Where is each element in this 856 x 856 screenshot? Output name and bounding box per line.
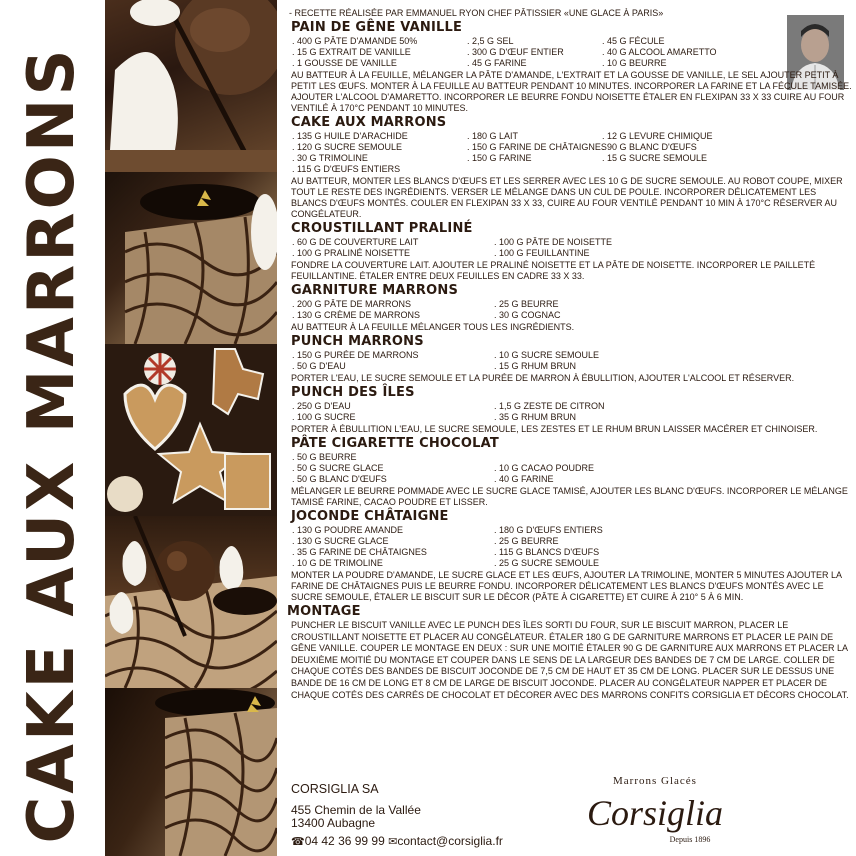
- instructions: AU BATTEUR, MONTER LES BLANCS D'ŒUFS ET LES SERRER AVEC LES 10 G DE SUCRE SEMOULE. AU ROBOT COUPE, MIXER TOUT LE RESTE DES INGRÉDIENTS. VERSER LE MÉLANGE DANS UN CUL DE POULE. INCORPORER DÉLICATEMENT LES BLANCS D'ŒUFS MONTÉS. COULER EN FLEXIPAN 33 X 33, CUIRE AU FOUR VENTILÉ PENDANT 10 MIN À 170°C RÉSERVER AU CONGÉLATEUR.: [291, 176, 843, 219]
- company-email[interactable]: contact@corsiglia.fr: [397, 834, 503, 848]
- company-name: CORSIGLIA SA: [291, 782, 379, 796]
- ingredient-list: [292, 350, 853, 372]
- ingredient: . 150 G FARINE DE CHÂTAIGNES: [467, 142, 607, 152]
- photo-strip: [105, 0, 277, 856]
- ingredient-list: [292, 299, 853, 321]
- ingredient: . 300 G D'ŒUF ENTIER: [467, 47, 564, 57]
- section-title: PUNCH DES ÎLES: [291, 385, 415, 400]
- ingredient: . 100 G PRALINÉ NOISETTE: [292, 248, 411, 258]
- ingredient: . 180 G D'ŒUFS ENTIERS: [494, 525, 603, 535]
- ingredient: . 400 G PÂTE D'AMANDE 50%: [292, 36, 418, 46]
- ingredient: . 15 G SUCRE SEMOULE: [602, 153, 708, 163]
- ingredient: . 10 G SUCRE SEMOULE: [494, 350, 600, 360]
- ingredient: . 10 G CACAO POUDRE: [494, 463, 595, 473]
- instructions: AU BATTEUR À LA FEUILLE, MÉLANGER LA PÂTE D'AMANDE, L'EXTRAIT ET LA GOUSSE DE VANILLE, LE SEL AJOUTER PETIT À PETIT LES ŒUFS. MONTER À LA FEUILLE AU BATTEUR PENDANT 10 MINUTES. INCORPORER LA FARINE ET LA FÉCULE TAMISÉE. AJOUTER L'ALCOOL D'AMARETTO. INCORPORER LE BEURRE FONDU NOISETTE ÉTALER EN FLEXIPAN 33 X 33 CUIRE AU FOUR VENTILÉ À 170°C PENDANT 10 MINUTES.: [291, 70, 852, 113]
- brand-tagline: Marrons Glacés: [613, 775, 697, 787]
- ingredient-list: [292, 525, 853, 569]
- section-title: PAIN DE GÊNE VANILLE: [291, 20, 463, 35]
- ingredient-list: [292, 131, 853, 175]
- ingredient: . 50 G BEURRE: [292, 452, 357, 462]
- company-contact: [291, 834, 503, 848]
- ingredient: . 100 G SUCRE: [292, 412, 356, 422]
- ingredient: . 50 G D'EAU: [292, 361, 346, 371]
- brand-logo: [575, 775, 735, 844]
- ingredient: . 15 G EXTRAIT DE VANILLE: [292, 47, 411, 57]
- ingredient: . 35 G RHUM BRUN: [494, 412, 577, 422]
- recipe-section: [287, 509, 853, 603]
- phone-icon: ☎: [291, 836, 305, 848]
- recipe-section: [287, 20, 853, 114]
- recipe-section: [287, 221, 853, 282]
- ingredient: . 40 G ALCOOL AMARETTO: [602, 47, 717, 57]
- ingredient: . 1 GOUSSE DE VANILLE: [292, 58, 397, 68]
- instructions: MÉLANGER LE BEURRE POMMADE AVEC LE SUCRE GLACE TAMISÉ, AJOUTER LES BLANC D'ŒUFS. INCORPORER LE MÉLANGE TAMISÉ FARINE, CACAO POUDRE ET LISSER.: [291, 486, 848, 507]
- ingredient: . 30 G TRIMOLINE: [292, 153, 368, 163]
- ingredient: . 200 G PÂTE DE MARRONS: [292, 299, 412, 309]
- brand-wordmark: Corsiglia: [586, 793, 724, 833]
- ingredient: . 50 G BLANC D'ŒUFS: [292, 474, 387, 484]
- ingredient: . 25 G BEURRE: [494, 536, 559, 546]
- recipe-section: [287, 283, 853, 333]
- ingredient-list: [292, 237, 853, 259]
- photo-christmas-cookies: [105, 344, 277, 516]
- montage-section: [287, 604, 853, 701]
- ingredient-list: [292, 36, 853, 69]
- ingredient: [494, 452, 694, 463]
- company-city: 13400 Aubagne: [291, 816, 376, 830]
- montage-instructions: PUNCHER LE BISCUIT VANILLE AVEC LE PUNCH DES ÎLES SORTI DU FOUR, SUR LE BISCUIT MARRON, PLACER LE CROUSTILLANT NOISETTE ET PLACER AU CONGÉLATEUR. ÉTALER 180 G DE GARNITURE MARRONS ET PLACER LE PAIN DE GÊNE VANILLE. COUPER LE MONTAGE EN DEUX : SUR UNE MOITIÉ ÉTALER 90 G DE GARNITURE AUX MARRONS ET PLACER LA DEUXIÈME MOITIÉ DU MONTAGE ET COUPER DANS LE SENS DE LA LARGEUR DES BANDES DE 7 CM DE LARGE. COLLER DE CHAQUE COTÉS DES BANDES DE BISCUIT JOCONDE DE 7,5 CM DE HAUT ET 35 CM DE LONG. PLACER SUR LE DESSUS UNE BANDE DE 16 CM DE LONG ET 8 CM DE LARGE DE BISCUIT JOCONDE. PLACER AU CONGÉLATEUR NAPPER ET PLACER DE CHAQUE COTÉS DES CARRÉS DE CHOCOLAT ET DÉCORER AVEC DES MARRONS CONFITS CORSIGLIA ET DÉCORS CHOCOLAT.: [291, 620, 849, 700]
- company-address: [291, 782, 503, 848]
- section-title: GARNITURE MARRONS: [291, 283, 459, 298]
- recipe-credit: - RECETTE RÉALISÉE PAR EMMANUEL RYON CHEF PÂTISSIER «UNE GLACE À PARIS»: [289, 8, 664, 18]
- ingredient: . 45 G FARINE: [467, 58, 527, 68]
- side-title: CAKE AUX MARRONS: [15, 46, 89, 844]
- ingredient: . 12 G LEVURE CHIMIQUE: [602, 131, 713, 141]
- ingredient: . 115 G BLANCS D'ŒUFS: [494, 547, 600, 557]
- ingredient: . 180 G LAIT: [467, 131, 519, 141]
- company-phone[interactable]: 04 42 36 99 99: [304, 834, 385, 848]
- ingredient-list: [292, 452, 853, 485]
- recipe-column: [287, 8, 853, 701]
- ingredient: . 60 G DE COUVERTURE LAIT: [292, 237, 419, 247]
- ingredient: . 40 G FARINE: [494, 474, 554, 484]
- ingredient: . 150 G FARINE: [467, 153, 532, 163]
- ingredient: . 150 G PURÉE DE MARRONS: [292, 350, 419, 360]
- ingredient: . 50 G SUCRE GLACE: [292, 463, 384, 473]
- company-street: 455 Chemin de la Vallée: [291, 803, 421, 817]
- photo-cake-slice: [105, 688, 277, 856]
- ingredient: . 15 G RHUM BRUN: [494, 361, 577, 371]
- section-title: CROUSTILLANT PRALINÉ: [291, 221, 473, 236]
- instructions: FONDRE LA COUVERTURE LAIT. AJOUTER LE PRALINÉ NOISETTE ET LA PÂTE DE NOISETTE. INCORPORER LE PAILLETÉ FEUILLANTINE. ÉTALER ENTRE DEUX FEUILLES EN CADRE 33 X 33.: [291, 260, 816, 281]
- section-title: PUNCH MARRONS: [291, 334, 424, 349]
- ingredient: . 130 G SUCRE GLACE: [292, 536, 389, 546]
- side-title-band: [0, 0, 105, 856]
- ingredient: . 100 G PÂTE DE NOISETTE: [494, 237, 613, 247]
- ingredient: . 30 G COGNAC: [494, 310, 561, 320]
- ingredient: . 1,5 G ZESTE DE CITRON: [494, 401, 605, 411]
- ingredient: . 130 G POUDRE AMANDE: [292, 525, 404, 535]
- recipe-section: [287, 385, 853, 435]
- ingredient: . 10 G DE TRIMOLINE: [292, 558, 383, 568]
- montage-title: MONTAGE: [287, 604, 361, 619]
- ingredient: . 2,5 G SEL: [467, 36, 514, 46]
- mail-icon: ✉: [388, 836, 398, 848]
- brand-since: Depuis 1896: [669, 835, 711, 844]
- instructions: PORTER L'EAU, LE SUCRE SEMOULE ET LA PURÉE DE MARRON À ÉBULLITION, AJOUTER L'ALCOOL ET RÉSERVER.: [291, 373, 795, 383]
- recipe-section: [287, 115, 853, 220]
- instructions: AU BATTEUR À LA FEUILLE MÉLANGER TOUS LES INGRÉDIENTS.: [291, 322, 575, 332]
- instructions: PORTER À ÉBULLITION L'EAU, LE SUCRE SEMOULE, LES ZESTES ET LE RHUM BRUN LAISSER MACÉRER ET CHINOISER.: [291, 424, 818, 434]
- section-title: JOCONDE CHÂTAIGNE: [291, 509, 449, 524]
- instructions: MONTER LA POUDRE D'AMANDE, LE SUCRE GLACE ET LES ŒUFS, AJOUTER LA TRIMOLINE, MONTER 5 MINUTES AJOUTER LA FARINE DE CHÂTAIGNES PUIS LE BEURRE FONDU. INCORPORER DÉLICATEMENT LES BLANCS D'ŒUFS MONTÉS AVEC LE SUCRE SEMOULE, ÉTALER LE BISCUIT SUR LE DÉCOR (PÂTE À CIGARETTE) ET CUIRE À 210° 5 À 6 MIN.: [291, 570, 842, 602]
- section-title: CAKE AUX MARRONS: [291, 115, 447, 130]
- photo-chestnut-cake-detail: [105, 516, 277, 688]
- ingredient: . 25 G BEURRE: [494, 299, 559, 309]
- ingredient: . 10 G BEURRE: [602, 58, 667, 68]
- ingredient: . 35 G FARINE DE CHÂTAIGNES: [292, 547, 427, 557]
- photo-chestnut-cake-top: [105, 0, 277, 172]
- ingredient: . 135 G HUILE D'ARACHIDE: [292, 131, 408, 141]
- ingredient: . 115 G D'ŒUFS ENTIERS: [292, 164, 401, 174]
- ingredient: . 90 G BLANC D'ŒUFS: [602, 142, 697, 152]
- recipe-section: [287, 334, 853, 384]
- ingredient-list: [292, 401, 853, 423]
- ingredient: . 250 G D'EAU: [292, 401, 351, 411]
- section-title: PÂTE CIGARETTE CHOCOLAT: [291, 436, 499, 451]
- ingredient: . 45 G FÉCULE: [602, 36, 665, 46]
- ingredient: . 130 G CRÈME DE MARRONS: [292, 310, 421, 320]
- recipe-section: [287, 436, 853, 508]
- ingredient: . 25 G SUCRE SEMOULE: [494, 558, 600, 568]
- photo-cake-side: [105, 172, 277, 344]
- ingredient: . 120 G SUCRE SEMOULE: [292, 142, 403, 152]
- ingredient: . 100 G FEUILLANTINE: [494, 248, 590, 258]
